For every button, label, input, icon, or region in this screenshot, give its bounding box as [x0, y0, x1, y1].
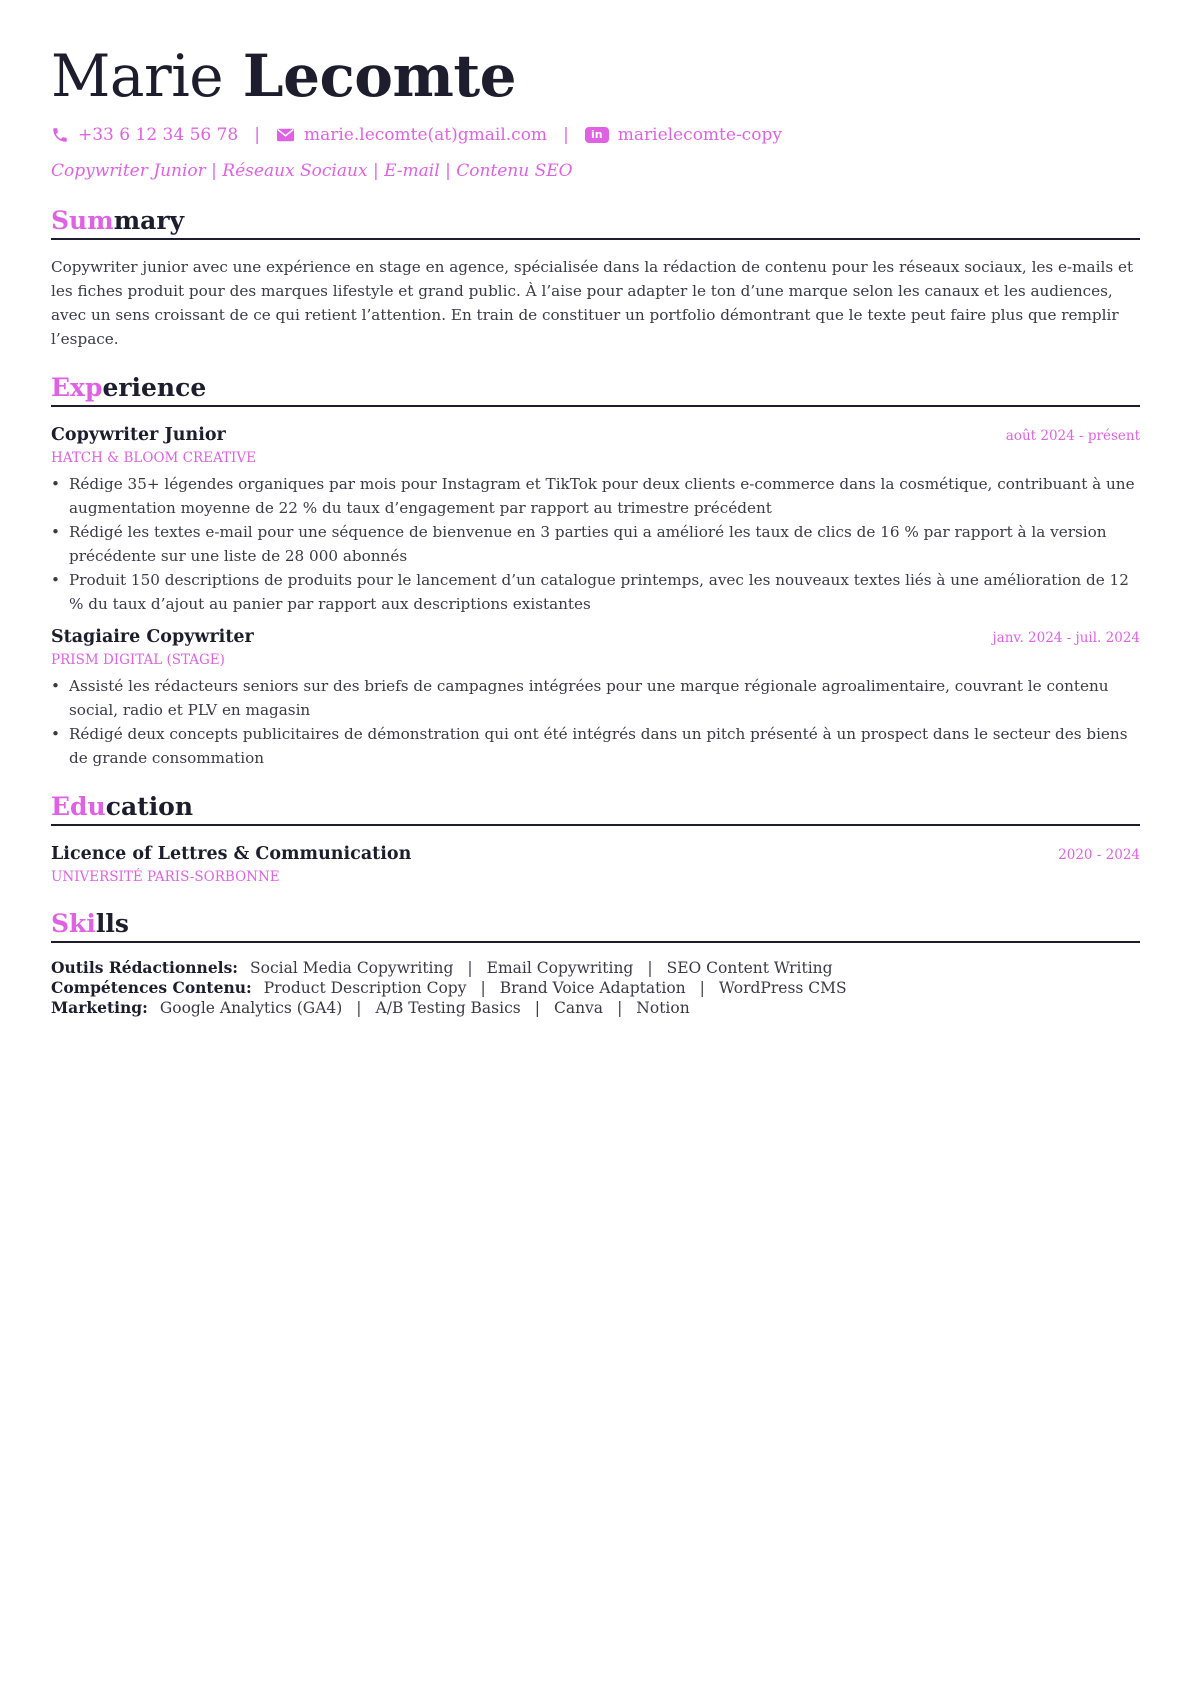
skill-row	[51, 998, 1140, 1018]
job-dates: janv. 2024 - juil. 2024	[992, 630, 1140, 646]
skill-category: Outils Rédactionnels:	[51, 958, 239, 977]
heading-rest: cation	[105, 792, 194, 821]
bullet-item: • Rédigé deux concepts publicitaires de démonstration qui ont été intégrés dans un pitch présenté à un prospect dans le secteur des biens de grande consommation	[51, 722, 1140, 770]
last-name: Lecomte	[242, 42, 517, 110]
school-name: UNIVERSITÉ PARIS-SORBONNE	[51, 869, 280, 885]
experience-heading	[51, 371, 1140, 407]
skill-separator: |	[617, 999, 623, 1017]
skill-item: Product Description Copy	[263, 979, 467, 997]
heading-rest: erience	[102, 373, 207, 402]
skill-item: Email Copywriting	[486, 959, 634, 977]
heading-accent: Exp	[51, 373, 103, 402]
bullet-item: • Produit 150 descriptions de produits pour le lancement d’un catalogue printemps, avec les nouveaux textes liés à une amélioration de 12 % du taux d’ajout au panier par rapport aux descriptions existantes	[51, 568, 1140, 616]
bullet-item: • Assisté les rédacteurs seniors sur des briefs de campagnes intégrées pour une marque régionale agroalimentaire, couvrant le contenu social, radio et PLV en magasin	[51, 674, 1140, 722]
skill-item: Notion	[636, 999, 690, 1017]
skill-item: Brand Voice Adaptation	[499, 979, 686, 997]
skill-separator: |	[647, 959, 653, 977]
education-section	[51, 790, 1140, 887]
first-name: Marie	[51, 42, 224, 110]
education-entry	[51, 841, 1140, 887]
company-name: HATCH & BLOOM CREATIVE	[51, 450, 256, 466]
entry-header	[51, 841, 1140, 867]
skill-separator: |	[699, 979, 705, 997]
phone-icon	[51, 126, 69, 144]
skill-item: WordPress CMS	[718, 979, 847, 997]
mail-icon	[276, 128, 295, 142]
skill-category: Marketing:	[51, 998, 148, 1017]
skills-heading	[51, 907, 1140, 943]
skill-separator: |	[534, 999, 540, 1017]
email-text: marie.lecomte(at)gmail.com	[303, 125, 548, 145]
summary-section	[51, 204, 1140, 351]
degree-title: Licence of Lettres & Communication	[51, 844, 412, 864]
email-contact[interactable]	[276, 122, 547, 148]
heading-accent: Edu	[51, 792, 106, 821]
heading-rest: mary	[113, 206, 185, 235]
summary-text: Copywriter junior avec une expérience en stage en agence, spécialisée dans la rédaction de contenu pour les réseaux sociaux, les e-mails et les fiches produit pour des marques lifestyle et grand public. À l’aise pour adapter le ton d’une marque selon les canaux et les audiences, avec un sens croissant de ce qui retient l’attention. En train de constituer un portfolio démontrant que le texte peut faire plus que remplir l’espace.	[51, 258, 1134, 348]
job-dates: août 2024 - présent	[1005, 428, 1140, 444]
skills-section	[51, 907, 1140, 1018]
linkedin-icon: in	[585, 127, 609, 143]
job-bullets	[51, 472, 1140, 616]
job-title: Stagiaire Copywriter	[51, 627, 254, 647]
bullet-item: • Rédigé les textes e-mail pour une séquence de bienvenue en 3 parties qui a amélioré les taux de clics de 16 % par rapport à la version précédente sur une liste de 28 000 abonnés	[51, 520, 1140, 568]
skill-separator: |	[467, 959, 473, 977]
heading-rest: lls	[95, 909, 129, 938]
candidate-name	[51, 36, 1140, 116]
skill-separator: |	[356, 999, 362, 1017]
heading-accent: Ski	[51, 909, 96, 938]
contact-separator: |	[563, 125, 569, 145]
skill-separator: |	[480, 979, 486, 997]
contact-line	[51, 122, 1140, 148]
skill-category: Compétences Contenu:	[51, 978, 252, 997]
education-heading	[51, 790, 1140, 826]
linkedin-text: marielecomte-copy	[617, 125, 782, 145]
skill-item: SEO Content Writing	[666, 959, 833, 977]
experience-entry	[51, 624, 1140, 770]
experience-section	[51, 371, 1140, 770]
skill-row	[51, 958, 1140, 978]
entry-header	[51, 422, 1140, 448]
job-bullets	[51, 674, 1140, 770]
job-title: Copywriter Junior	[51, 425, 226, 445]
phone-text: +33 6 12 34 56 78	[78, 125, 239, 145]
tagline: Copywriter Junior | Réseaux Sociaux | E-mail | Contenu SEO	[51, 161, 573, 181]
education-dates: 2020 - 2024	[1058, 847, 1140, 863]
skill-item: A/B Testing Basics	[375, 999, 521, 1017]
skills-list	[51, 958, 1140, 1018]
linkedin-contact[interactable]	[585, 122, 782, 148]
skill-item: Social Media Copywriting	[250, 959, 454, 977]
contact-separator: |	[254, 125, 260, 145]
entry-header	[51, 624, 1140, 650]
summary-heading	[51, 204, 1140, 240]
experience-entry	[51, 422, 1140, 616]
phone-contact[interactable]	[51, 122, 238, 148]
bullet-item: • Rédige 35+ légendes organiques par mois pour Instagram et TikTok pour deux clients e-commerce dans la cosmétique, contribuant à une augmentation moyenne de 22 % du taux d’engagement par rapport au trimestre précédent	[51, 472, 1140, 520]
skill-item: Canva	[553, 999, 604, 1017]
company-name: PRISM DIGITAL (STAGE)	[51, 652, 225, 668]
skill-row	[51, 978, 1140, 998]
heading-accent: Sum	[51, 206, 114, 235]
skill-item: Google Analytics (GA4)	[159, 999, 343, 1017]
